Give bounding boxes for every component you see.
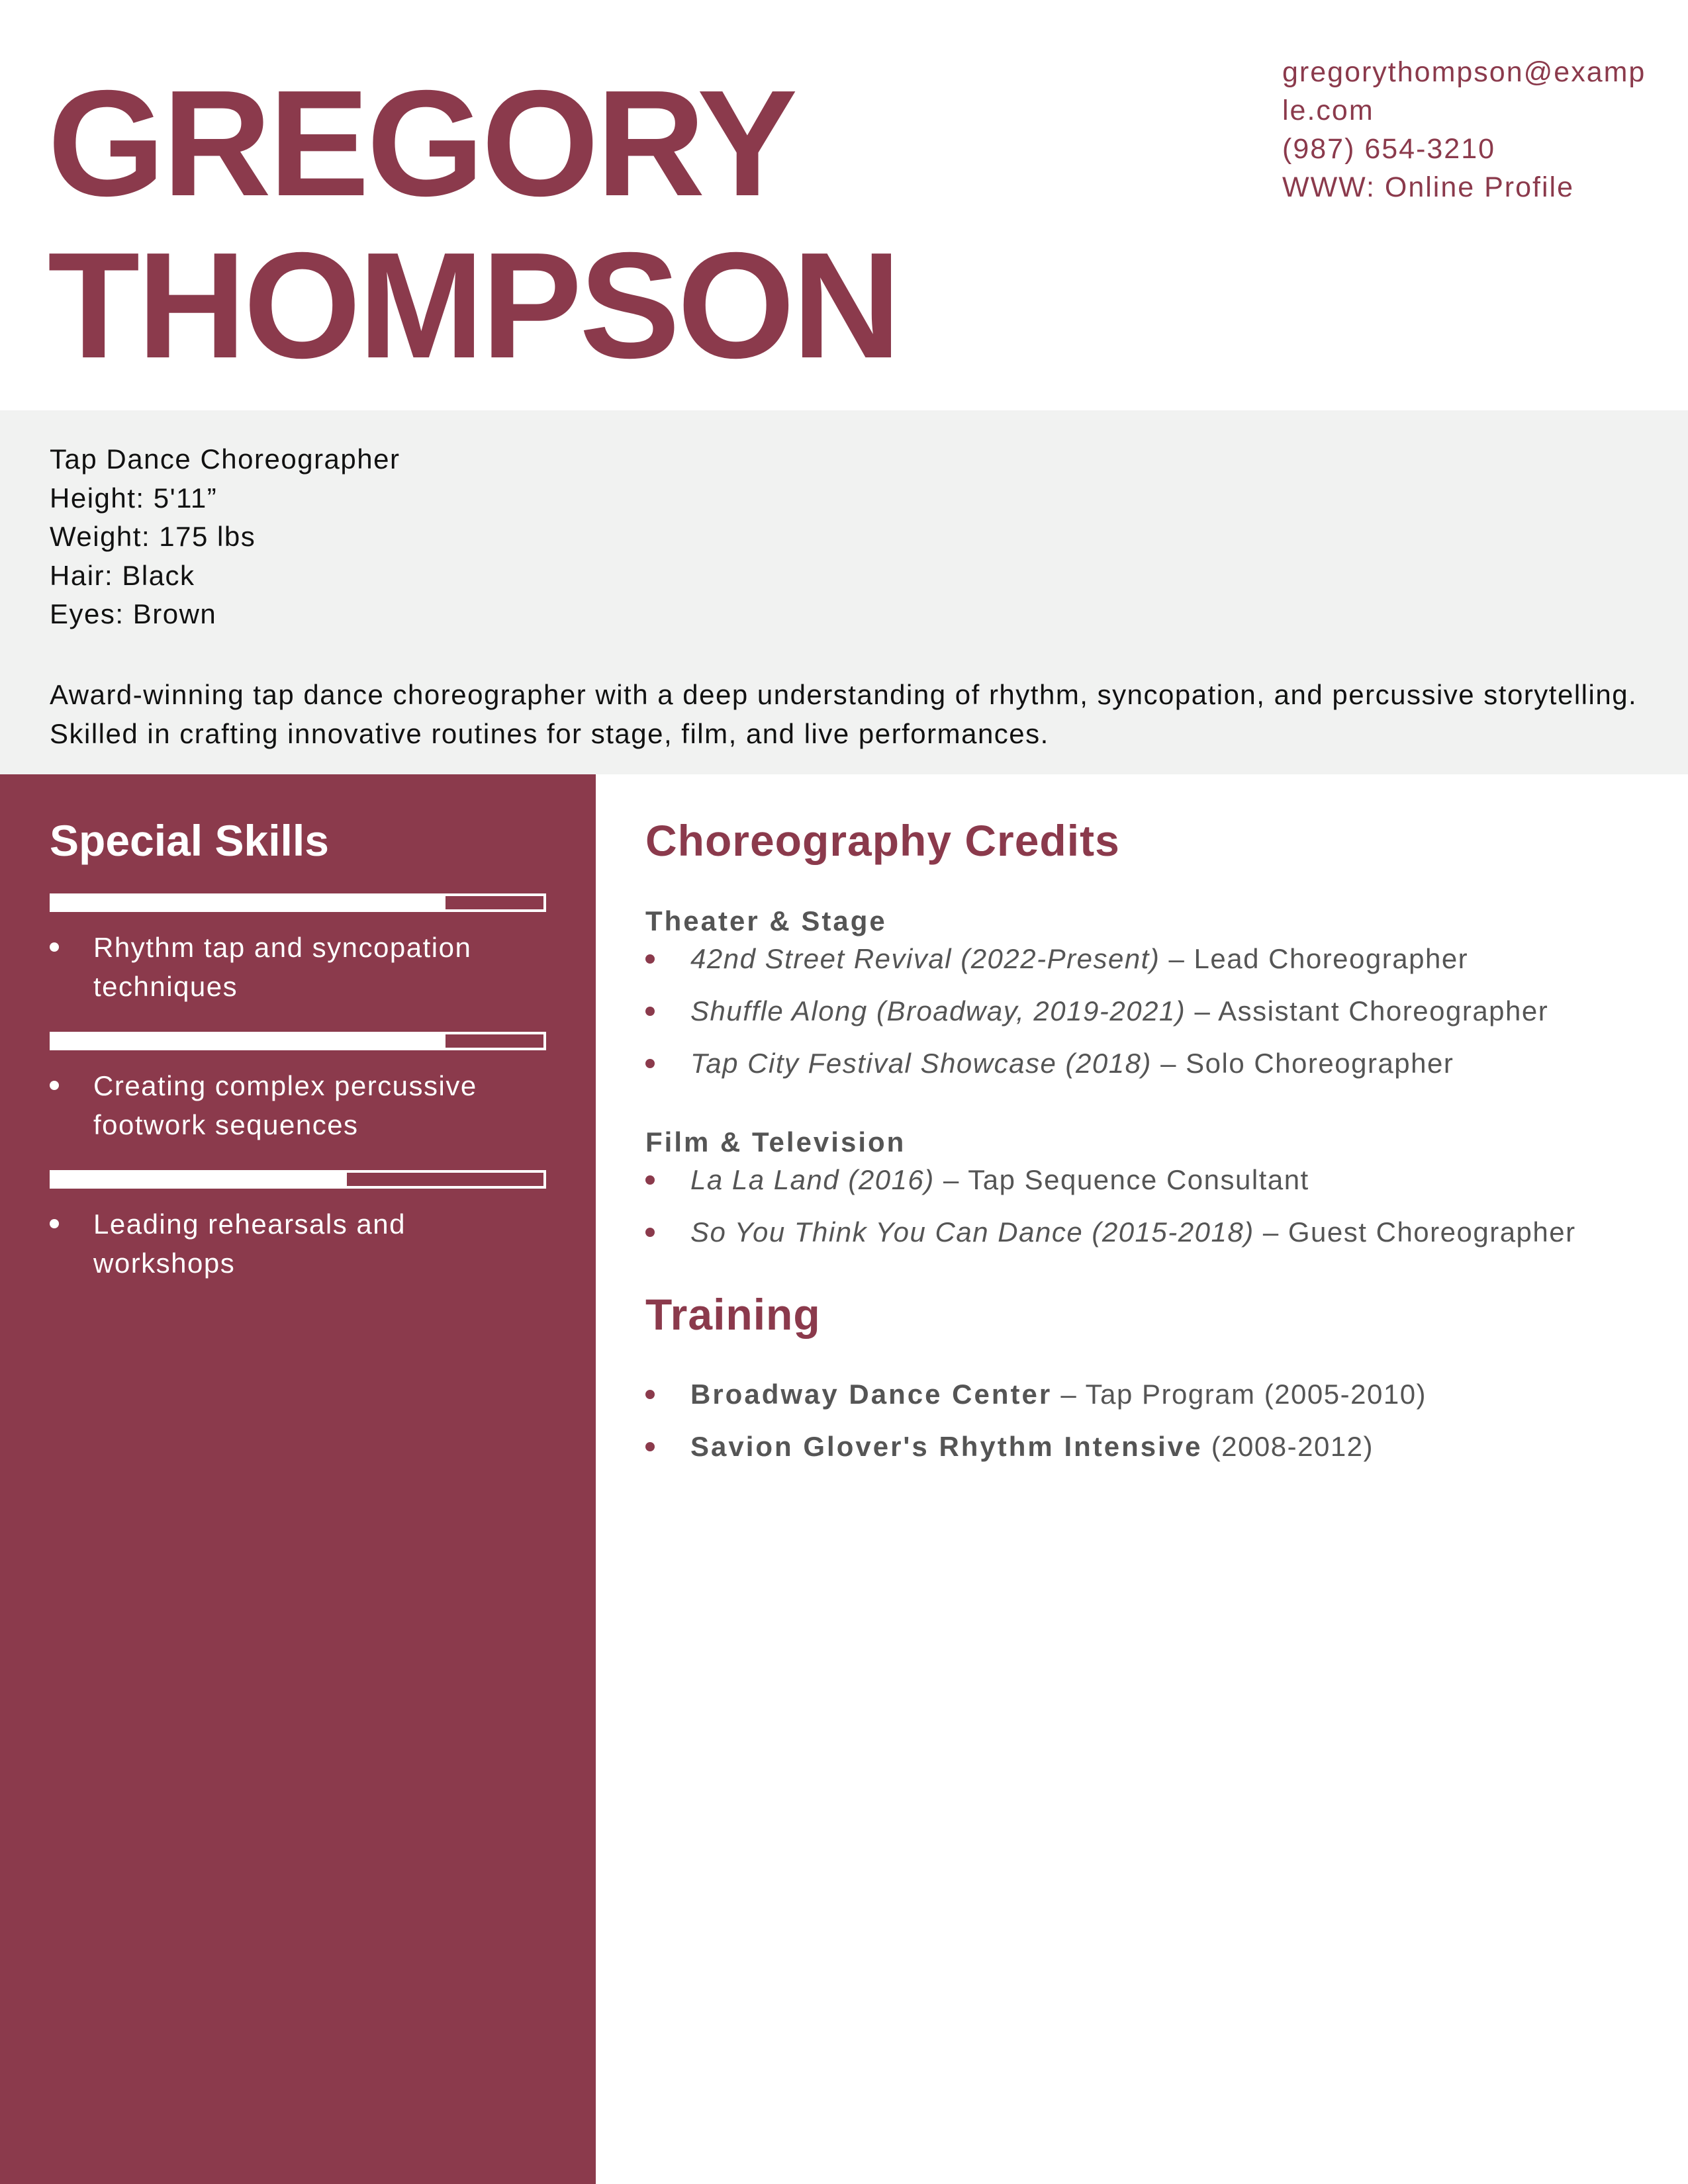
training-school: Broadway Dance Center (690, 1379, 1053, 1410)
contact-info (1282, 53, 1653, 206)
bullet-icon (50, 1081, 59, 1090)
bullet-icon (645, 1059, 655, 1068)
last-name: THOMPSON (48, 222, 899, 390)
email-link[interactable]: gregorythompson@example.com (1282, 56, 1646, 126)
weight-detail: Weight: 175 lbs (50, 521, 256, 552)
skill-level-bar (50, 893, 546, 912)
website-link[interactable]: WWW: Online Profile (1282, 171, 1574, 203)
first-name: GREGORY (48, 60, 796, 228)
skills-sidebar (0, 774, 596, 2184)
skill-label: Creating complex percussive footwork sequences (93, 1070, 477, 1140)
professional-summary: Award-winning tap dance choreographer with a deep understanding of rhythm, syncopation, and percussive storytelling. Skilled in crafting innovative routines for stage, film, and live performances. (50, 679, 1638, 749)
bullet-icon (645, 1390, 655, 1399)
skill-level-bar (50, 1170, 546, 1189)
bullet-icon (645, 1228, 655, 1237)
bullet-icon (645, 1175, 655, 1185)
credit-work: Shuffle Along (Broadway, 2019-2021) (690, 995, 1186, 1026)
bullet-icon (645, 1007, 655, 1016)
training-school: Savion Glover's Rhythm Intensive (690, 1431, 1203, 1462)
training-detail: – Tap Program (2005-2010) (1052, 1379, 1427, 1410)
credit-role: – Solo Choreographer (1151, 1048, 1454, 1079)
credits-heading: Choreography Credits (645, 816, 1120, 865)
credit-work: La La Land (2016) (690, 1164, 935, 1195)
eyes-detail: Eyes: Brown (50, 598, 217, 629)
training-heading: Training (645, 1290, 821, 1339)
training-detail: (2008-2012) (1202, 1431, 1374, 1462)
skill-level-fill (52, 1173, 347, 1186)
credit-group-heading: Film & Television (645, 1126, 906, 1158)
credit-role: – Guest Choreographer (1254, 1216, 1576, 1248)
hair-detail: Hair: Black (50, 559, 195, 591)
credit-work: So You Think You Can Dance (2015-2018) (690, 1216, 1254, 1248)
personal-details (50, 440, 400, 634)
main-column (596, 774, 1688, 2184)
credit-role: – Lead Choreographer (1160, 943, 1469, 974)
bullet-icon (50, 942, 59, 952)
bullet-icon (50, 1219, 59, 1228)
candidate-name (48, 60, 899, 390)
phone-number[interactable]: (987) 654-3210 (1282, 133, 1496, 165)
skills-heading: Special Skills (50, 816, 329, 865)
bullet-icon (645, 1442, 655, 1451)
credit-work: 42nd Street Revival (2022-Present) (690, 943, 1160, 974)
bullet-icon (645, 954, 655, 964)
summary-panel (0, 410, 1688, 774)
height-detail: Height: 5'11” (50, 482, 218, 514)
skill-label: Rhythm tap and syncopation techniques (93, 932, 472, 1002)
job-title: Tap Dance Choreographer (50, 443, 400, 475)
credit-role: – Tap Sequence Consultant (934, 1164, 1309, 1195)
credit-work: Tap City Festival Showcase (2018) (690, 1048, 1152, 1079)
skill-level-bar (50, 1032, 546, 1050)
credit-role: – Assistant Choreographer (1186, 995, 1549, 1026)
credit-group-heading: Theater & Stage (645, 905, 887, 936)
resume-header (0, 0, 1688, 410)
skill-level-fill (52, 1034, 445, 1048)
skill-level-fill (52, 896, 445, 909)
skill-label: Leading rehearsals and workshops (93, 1208, 406, 1279)
